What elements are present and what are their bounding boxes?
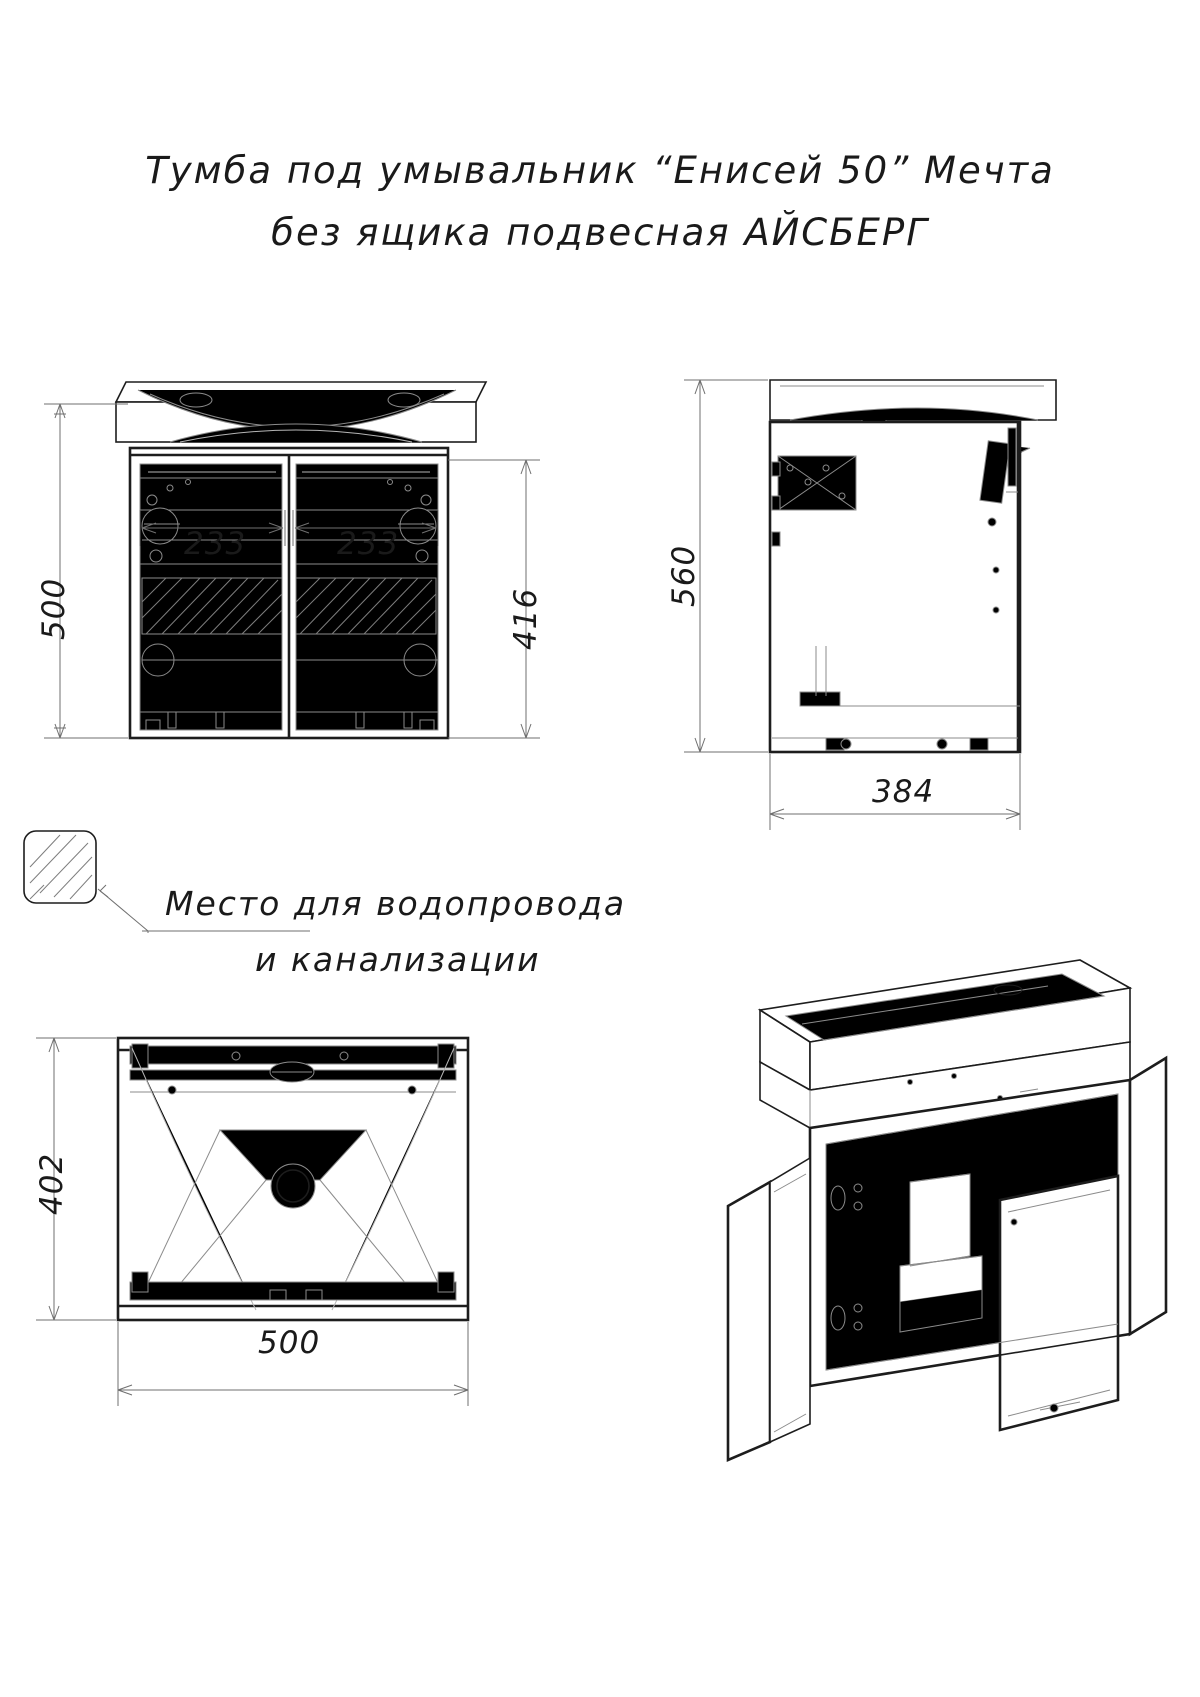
- dimension-plan-depth: 402: [34, 1152, 70, 1215]
- dimension-left-door-width: 233: [184, 526, 247, 562]
- dimension-side-depth: 384: [872, 774, 935, 810]
- title-line-1: Тумба под умывальник “Енисей 50” Мечта: [145, 149, 1055, 192]
- plumbing-note-line-2: и канализации: [255, 940, 541, 979]
- plumbing-note-line-1: Место для водопровода: [165, 884, 627, 923]
- dimension-body-height: 416: [508, 587, 544, 650]
- dimension-side-height: 560: [666, 544, 702, 607]
- page-title: [0, 140, 1200, 264]
- dimension-right-door-width: 233: [337, 526, 400, 562]
- dimension-front-height: 500: [36, 577, 72, 640]
- top-plan-view: [20, 1010, 580, 1430]
- title-line-2: без ящика подвесная АЙСБЕРГ: [271, 211, 929, 254]
- isometric-view: [610, 930, 1190, 1490]
- dimension-plan-width: 500: [258, 1325, 321, 1361]
